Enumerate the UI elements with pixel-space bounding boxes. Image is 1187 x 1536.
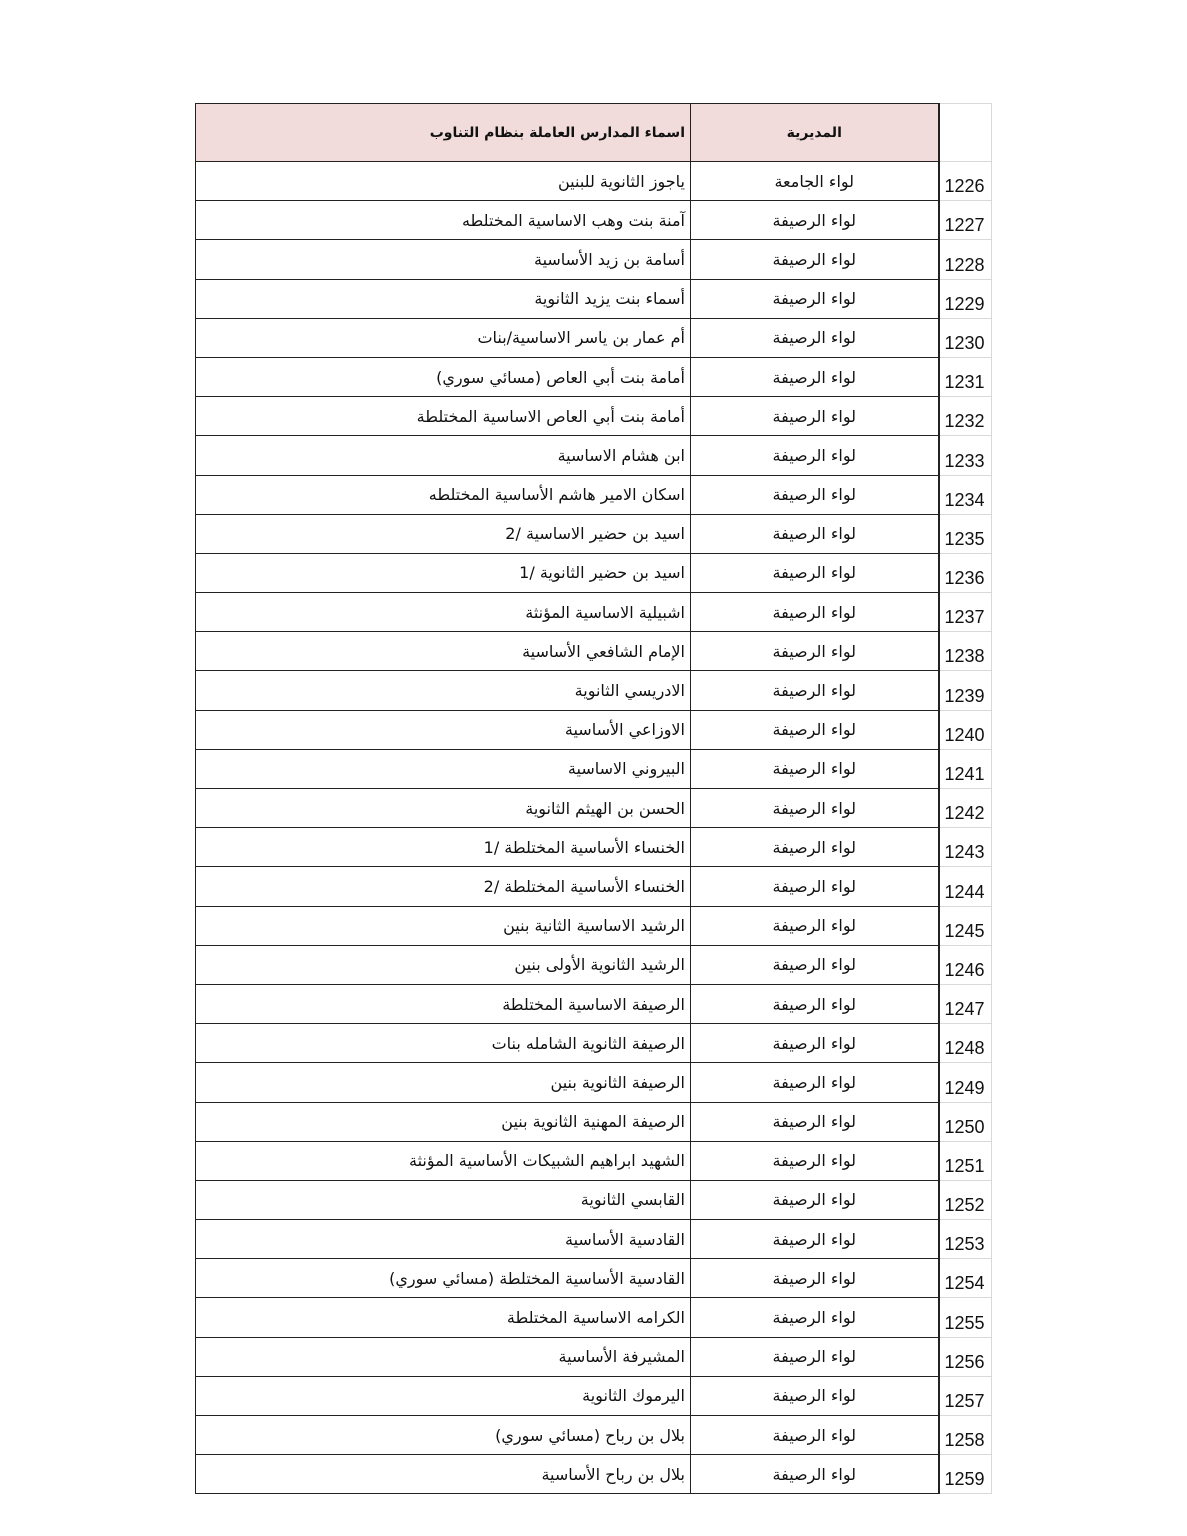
table-row [196,553,992,592]
directorate-cell: لواء الرصيفة [691,397,939,436]
table-row [196,201,992,240]
directorate-cell: لواء الرصيفة [691,749,939,788]
directorate-cell: لواء الرصيفة [691,357,939,396]
school-name-cell: الحسن بن الهيثم الثانوية [196,789,691,828]
table-row [196,1141,992,1180]
table-row [196,1416,992,1455]
row-number-cell: 1255 [939,1298,992,1337]
directorate-cell: لواء الرصيفة [691,1337,939,1376]
table-row [196,279,992,318]
directorate-cell: لواء الرصيفة [691,1455,939,1494]
table-row [196,945,992,984]
school-name-cell: أم عمار بن ياسر الاساسية/بنات [196,318,691,357]
school-name-cell: الكرامه الاساسية المختلطة [196,1298,691,1337]
row-number-cell: 1251 [939,1141,992,1180]
directorate-cell: لواء الرصيفة [691,240,939,279]
row-number-cell: 1252 [939,1180,992,1219]
school-name-cell: ياجوز الثانوية للبنين [196,162,691,201]
table-row [196,828,992,867]
school-name-cell: الشهيد ابراهيم الشبيكات الأساسية المؤنثة [196,1141,691,1180]
table-header-row [196,104,992,162]
row-number-cell: 1246 [939,945,992,984]
row-number-cell: 1242 [939,789,992,828]
row-number-cell: 1248 [939,1024,992,1063]
row-number-cell: 1233 [939,436,992,475]
table-row [196,1298,992,1337]
school-name-cell: ابن هشام الاساسية [196,436,691,475]
row-number-cell: 1237 [939,593,992,632]
directorate-cell: لواء الرصيفة [691,553,939,592]
directorate-cell: لواء الرصيفة [691,593,939,632]
school-name-cell: أسماء بنت يزيد الثانوية [196,279,691,318]
directorate-cell: لواء الرصيفة [691,1102,939,1141]
school-name-cell: الخنساء الأساسية المختلطة /2 [196,867,691,906]
school-name-cell: الرصيفة الثانوية الشامله بنات [196,1024,691,1063]
school-name-cell: بلال بن رباح (مسائي سوري) [196,1416,691,1455]
row-number-cell: 1232 [939,397,992,436]
row-number-cell: 1226 [939,162,992,201]
directorate-cell: لواء الرصيفة [691,1220,939,1259]
table-row [196,1455,992,1494]
directorate-cell: لواء الرصيفة [691,984,939,1023]
directorate-cell: لواء الرصيفة [691,1298,939,1337]
directorate-cell: لواء الرصيفة [691,475,939,514]
school-name-cell: الرصيفة الثانوية بنين [196,1063,691,1102]
directorate-cell: لواء الرصيفة [691,945,939,984]
row-number-cell: 1245 [939,906,992,945]
table-row [196,593,992,632]
row-number-cell: 1230 [939,318,992,357]
school-name-cell: القابسي الثانوية [196,1180,691,1219]
school-name-cell: الرصيفة الاساسية المختلطة [196,984,691,1023]
table-row [196,906,992,945]
table-row [196,749,992,788]
school-name-cell: الإمام الشافعي الأساسية [196,632,691,671]
school-name-cell: الرشيد الاساسية الثانية بنين [196,906,691,945]
school-name-cell: اسيد بن حضير الثانوية /1 [196,553,691,592]
school-name-cell: الرشيد الثانوية الأولى بنين [196,945,691,984]
table-row [196,1376,992,1415]
directorate-cell: لواء الرصيفة [691,1180,939,1219]
table-row [196,397,992,436]
table-row [196,671,992,710]
directorate-cell: لواء الرصيفة [691,1259,939,1298]
table-row [196,436,992,475]
directorate-cell: لواء الرصيفة [691,318,939,357]
row-number-cell: 1235 [939,514,992,553]
directorate-cell: لواء الرصيفة [691,279,939,318]
row-number-cell: 1259 [939,1455,992,1494]
directorate-cell: لواء الرصيفة [691,201,939,240]
row-number-cell: 1239 [939,671,992,710]
directorate-cell: لواء الرصيفة [691,1141,939,1180]
row-number-cell: 1247 [939,984,992,1023]
directorate-cell: لواء الرصيفة [691,1376,939,1415]
table-row [196,1063,992,1102]
school-name-cell: الاوزاعي الأساسية [196,710,691,749]
directorate-cell: لواء الرصيفة [691,514,939,553]
school-name-cell: القادسية الأساسية المختلطة (مسائي سوري) [196,1259,691,1298]
schools-table-sheet [195,103,991,1494]
table-row [196,514,992,553]
row-number-cell: 1254 [939,1259,992,1298]
directorate-cell: لواء الرصيفة [691,436,939,475]
table-row [196,632,992,671]
directorate-cell: لواء الرصيفة [691,867,939,906]
row-number-cell: 1256 [939,1337,992,1376]
table-row [196,1102,992,1141]
table-row [196,1220,992,1259]
school-name-cell: المشيرفة الأساسية [196,1337,691,1376]
school-name-cell: اليرموك الثانوية [196,1376,691,1415]
school-name-cell: اسيد بن حضير الاساسية /2 [196,514,691,553]
directorate-cell: لواء الرصيفة [691,671,939,710]
table-row [196,475,992,514]
table-row [196,789,992,828]
row-number-cell: 1244 [939,867,992,906]
row-number-cell: 1250 [939,1102,992,1141]
directorate-cell: لواء الرصيفة [691,632,939,671]
table-row [196,240,992,279]
school-name-cell: اشبيلية الاساسية المؤنثة [196,593,691,632]
table-row [196,357,992,396]
row-number-cell: 1253 [939,1220,992,1259]
school-name-cell: الخنساء الأساسية المختلطة /1 [196,828,691,867]
row-number-cell: 1238 [939,632,992,671]
row-number-cell: 1258 [939,1416,992,1455]
table-row [196,1024,992,1063]
table-row [196,1337,992,1376]
directorate-cell: لواء الرصيفة [691,1024,939,1063]
row-number-cell: 1227 [939,201,992,240]
row-number-cell: 1228 [939,240,992,279]
row-number-cell: 1241 [939,749,992,788]
row-number-cell: 1249 [939,1063,992,1102]
school-name-cell: الادريسي الثانوية [196,671,691,710]
school-name-cell: البيروني الاساسية [196,749,691,788]
school-name-cell: الرصيفة المهنية الثانوية بنين [196,1102,691,1141]
directorate-cell: لواء الجامعة [691,162,939,201]
directorate-cell: لواء الرصيفة [691,1416,939,1455]
row-number-cell: 1229 [939,279,992,318]
table-row [196,318,992,357]
directorate-cell: لواء الرصيفة [691,906,939,945]
school-name-cell: اسكان الامير هاشم الأساسية المختلطه [196,475,691,514]
school-name-cell: أمامة بنت أبي العاص (مسائي سوري) [196,357,691,396]
row-number-cell: 1231 [939,357,992,396]
directorate-cell: لواء الرصيفة [691,828,939,867]
row-number-cell: 1257 [939,1376,992,1415]
table-row [196,984,992,1023]
school-name-cell: بلال بن رباح الأساسية [196,1455,691,1494]
row-number-cell: 1236 [939,553,992,592]
school-name-cell: آمنة بنت وهب الاساسية المختلطه [196,201,691,240]
header-directorate: المديرية [691,104,939,162]
directorate-cell: لواء الرصيفة [691,1063,939,1102]
table-row [196,1180,992,1219]
table-row [196,162,992,201]
directorate-cell: لواء الرصيفة [691,789,939,828]
row-number-cell: 1240 [939,710,992,749]
table-row [196,1259,992,1298]
school-name-cell: أسامة بن زيد الأساسية [196,240,691,279]
row-number-cell: 1234 [939,475,992,514]
directorate-cell: لواء الرصيفة [691,710,939,749]
row-number-cell: 1243 [939,828,992,867]
table-row [196,867,992,906]
schools-table [195,103,992,1494]
header-school-names: اسماء المدارس العاملة بنظام التناوب [196,104,691,162]
school-name-cell: أمامة بنت أبي العاص الاساسية المختلطة [196,397,691,436]
header-number [939,104,992,162]
table-row [196,710,992,749]
school-name-cell: القادسية الأساسية [196,1220,691,1259]
